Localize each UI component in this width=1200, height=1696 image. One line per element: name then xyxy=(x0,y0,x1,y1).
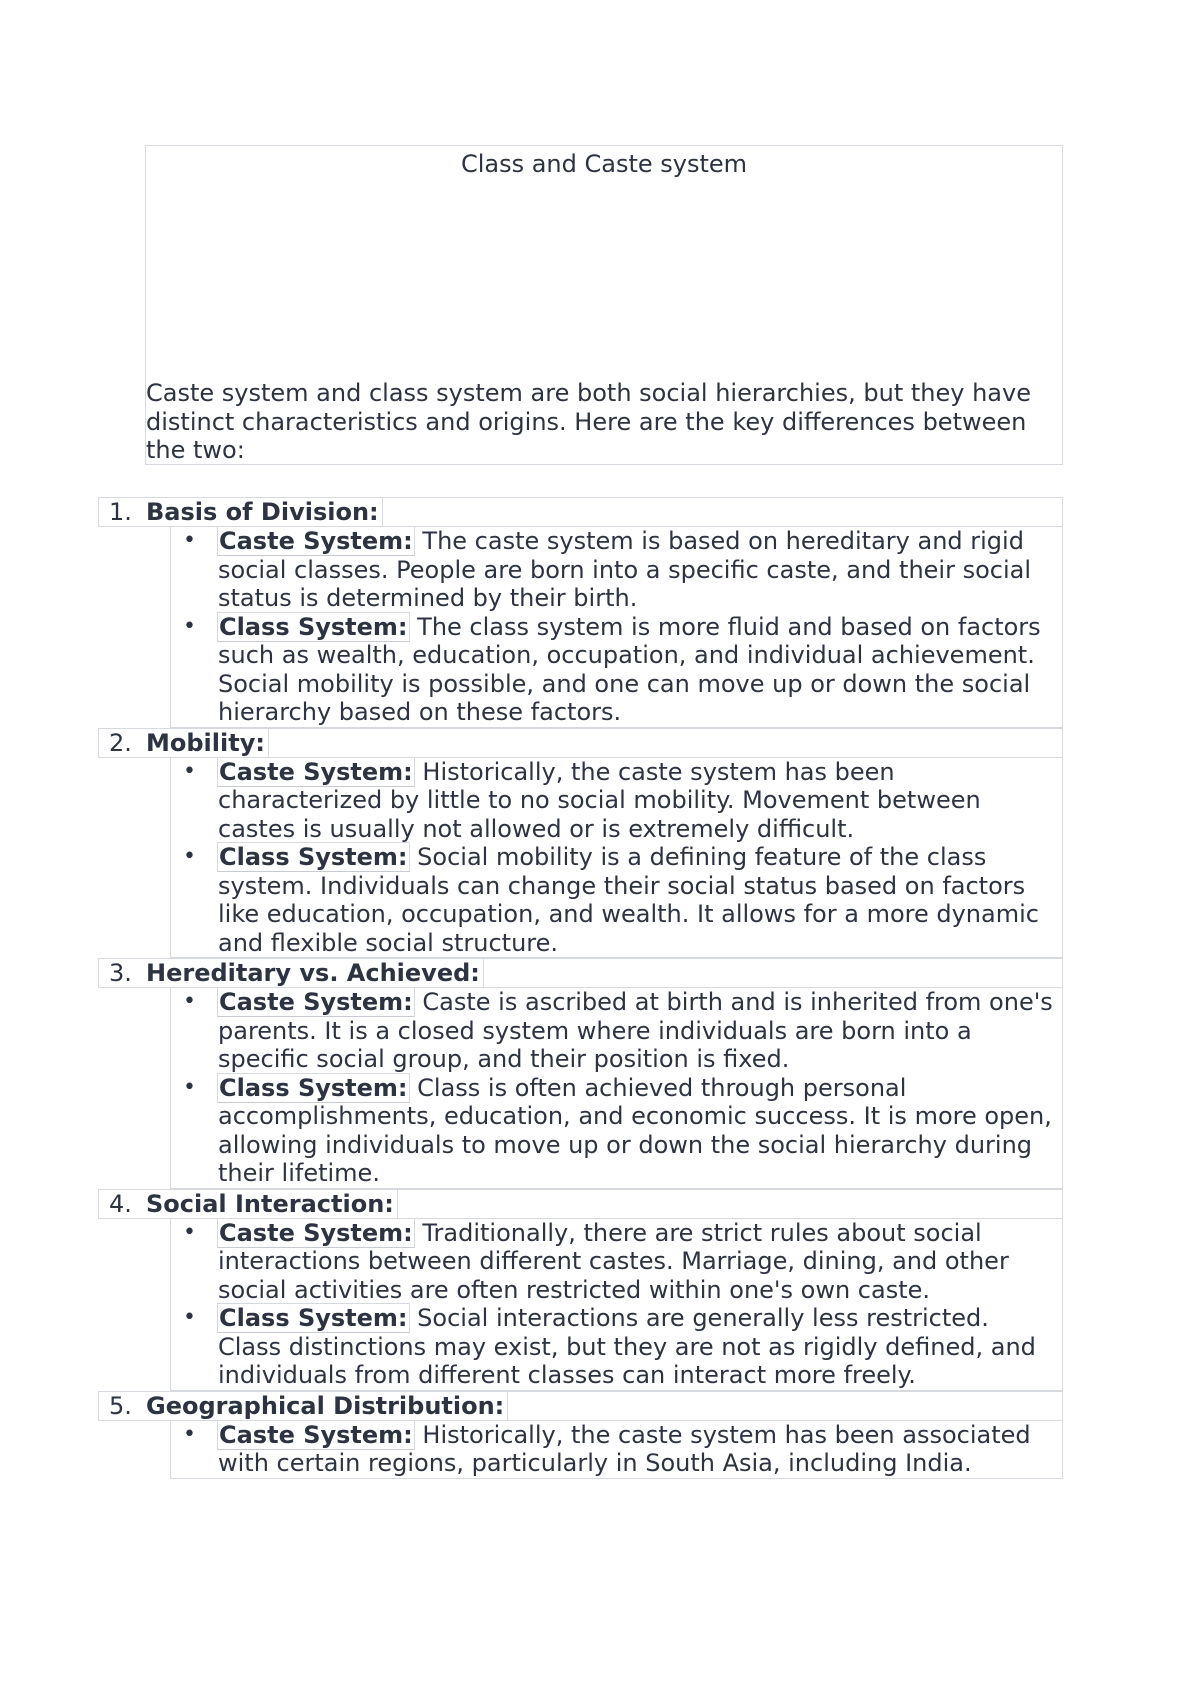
section-heading xyxy=(98,728,1063,758)
item-label: Class System: xyxy=(219,843,408,871)
bullet-icon: • xyxy=(183,613,196,639)
list-item xyxy=(171,1421,1062,1478)
list-item xyxy=(171,988,1062,1074)
document-title: Class and Caste system xyxy=(460,150,748,178)
section-number: 4. xyxy=(109,1189,132,1218)
section-number: 3. xyxy=(109,959,132,987)
section-title: Social Interaction: xyxy=(146,1189,394,1218)
section-number: 2. xyxy=(109,728,132,757)
section-heading xyxy=(98,1189,1063,1219)
item-text: The class system is more fluid and based on factors such as wealth, education, occupation, and individual achievement. Social mobility is possible, and one can move up or down the social hierarchy based on these factors. xyxy=(218,612,1041,726)
list-item xyxy=(171,613,1062,727)
item-text: Class is often achieved through personal accomplishments, education, and economic success. It is more open, allowing individuals to move up or down the social hierarchy during their lifetime. xyxy=(218,1073,1052,1187)
item-label: Caste System: xyxy=(219,757,413,786)
item-label: Caste System: xyxy=(219,1218,413,1247)
item-text: Social mobility is a defining feature of the class system. Individuals can change their social status based on factors like education, occupation, and wealth. It allows for a more dynamic and flexible social structure. xyxy=(218,843,1039,957)
differences-list xyxy=(98,497,1063,1479)
list-item xyxy=(171,1304,1062,1390)
section-items xyxy=(170,1219,1063,1391)
bullet-icon: • xyxy=(183,1305,196,1330)
bullet-icon: • xyxy=(183,528,196,553)
list-item xyxy=(171,1219,1062,1305)
item-text: Caste is ascribed at birth and is inherited from one's parents. It is a closed system where individuals are born into a specific social group, and their position is fixed. xyxy=(218,988,1053,1073)
item-text: Historically, the caste system has been characterized by little to no social mobility. Movement between castes is usually not allowed or is extremely difficult. xyxy=(218,757,981,843)
section-title: Hereditary vs. Achieved: xyxy=(146,959,480,987)
bullet-icon: • xyxy=(183,989,196,1014)
section-heading xyxy=(98,497,1063,527)
section-items xyxy=(170,527,1063,728)
item-text: The caste system is based on hereditary and rigid social classes. People are born into a specific caste, and their social status is determined by their birth. xyxy=(218,527,1032,612)
section-title: Mobility: xyxy=(146,728,265,757)
bullet-icon: • xyxy=(183,758,196,784)
list-item xyxy=(171,527,1062,613)
item-label: Caste System: xyxy=(219,988,413,1016)
list-item xyxy=(171,843,1062,957)
section-heading xyxy=(98,958,1063,988)
section-items xyxy=(170,988,1063,1189)
item-text: Traditionally, there are strict rules about social interactions between different castes. Marriage, dining, and other social activities are often restricted within one's own caste. xyxy=(218,1218,1009,1304)
item-text: Historically, the caste system has been associated with certain regions, particularly in South Asia, including India. xyxy=(218,1420,1031,1477)
intro-paragraph: Caste system and class system are both social hierarchies, but they have distinct characteristics and origins. Here are the key differences between the two: xyxy=(146,379,1031,464)
section-number: 1. xyxy=(109,498,132,526)
item-label: Class System: xyxy=(219,1073,408,1102)
item-label: Caste System: xyxy=(219,1420,413,1449)
section-title: Basis of Division: xyxy=(146,498,379,526)
item-label: Caste System: xyxy=(219,527,413,555)
section-number: 5. xyxy=(109,1391,132,1420)
item-text: Social interactions are generally less restricted. Class distinctions may exist, but they are not as rigidly defined, and individuals from different classes can interact more freely. xyxy=(218,1304,1036,1389)
item-label: Class System: xyxy=(219,612,408,641)
list-item xyxy=(171,1074,1062,1188)
section-heading xyxy=(98,1391,1063,1421)
intro-box xyxy=(145,145,1063,465)
bullet-icon: • xyxy=(183,1219,196,1245)
list-item xyxy=(171,758,1062,844)
item-label: Class System: xyxy=(219,1304,408,1332)
bullet-icon: • xyxy=(183,844,196,869)
bullet-icon: • xyxy=(183,1074,196,1100)
section-items xyxy=(170,1421,1063,1479)
section-title: Geographical Distribution: xyxy=(146,1391,505,1420)
section-items xyxy=(170,758,1063,959)
bullet-icon: • xyxy=(183,1421,196,1447)
